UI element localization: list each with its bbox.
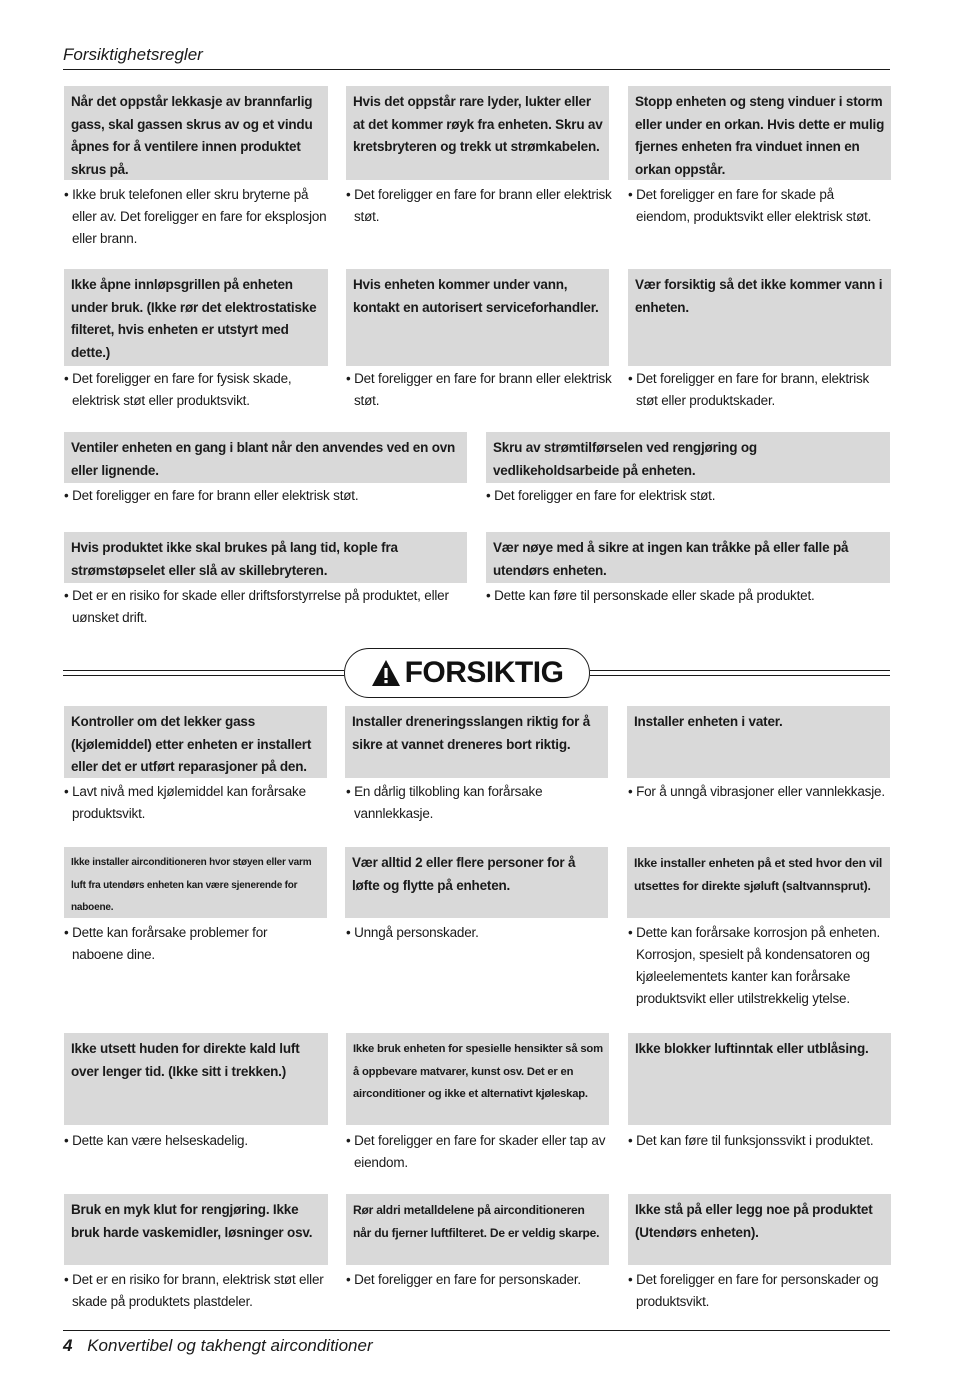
warning-box: Ikke åpne innløpsgrillen på enheten under bruk. (Ikke rør det elektrostatiske filteret, hvis enheten er utstyrt med dette.) bbox=[64, 269, 328, 366]
caution-box: Ikke bruk enheten for spesielle hensikter så som å oppbevare matvarer, kunst osv. Det er en airconditioner og ikke et alternativt kjøleskap. bbox=[346, 1033, 609, 1125]
caution-box: Ikke installer airconditioneren hvor støyen eller varm luft fra utendørs enheten kan være sjenerende for naboene. bbox=[64, 847, 327, 918]
caution-box: Ikke blokker luftinntak eller utblåsing. bbox=[628, 1033, 891, 1125]
warning-box: Stopp enheten og steng vinduer i storm eller under en orkan. Hvis dette er mulig fjernes enheten fra vinduet innen en orkan oppstår. bbox=[628, 86, 891, 180]
caution-banner bbox=[344, 648, 590, 698]
warning-box: Vær nøye med å sikre at ingen kan tråkke på eller falle på utendørs enheten. bbox=[486, 532, 890, 583]
section-title: Forsiktighetsregler bbox=[63, 45, 203, 64]
caution-box: Ikke utsett huden for direkte kald luft over lenger tid. (Ikke sitt i trekken.) bbox=[64, 1033, 328, 1125]
warning-box: Hvis det oppstår rare lyder, lukter eller at det kommer røyk fra enheten. Skru av kretsbryteren og trekk ut strømkabelen. bbox=[346, 86, 609, 180]
warning-box: Hvis produktet ikke skal brukes på lang tid, kople fra strømstøpselet eller slå av skillebryteren. bbox=[64, 532, 467, 583]
caution-note: • Dette kan forårsake problemer for naboene dine. bbox=[64, 922, 322, 966]
warning-box: Hvis enheten kommer under vann, kontakt en autorisert serviceforhandler. bbox=[346, 269, 609, 366]
caution-note: • Unngå personskader. bbox=[346, 922, 608, 944]
warning-note: • Det foreligger en fare for brann, elektrisk støt eller produktskader. bbox=[628, 368, 890, 412]
footer-rule bbox=[63, 1330, 890, 1331]
caution-note: • Det foreligger en fare for personskader. bbox=[346, 1269, 608, 1291]
caution-note: • Lavt nivå med kjølemiddel kan forårsake produktsvikt. bbox=[64, 781, 326, 825]
warning-note: • Det foreligger en fare for elektrisk støt. bbox=[486, 485, 886, 507]
warning-note: • Dette kan føre til personskade eller skade på produktet. bbox=[486, 585, 886, 607]
caution-box: Vær alltid 2 eller flere personer for å løfte og flytte på enheten. bbox=[345, 847, 608, 918]
warning-note: • Det foreligger en fare for skade på eiendom, produktsvikt eller elektrisk støt. bbox=[628, 184, 890, 228]
page-footer bbox=[63, 1336, 373, 1356]
caution-note: • Dette kan forårsake korrosjon på enheten. Korrosjon, spesielt på kondensatoren og kjøleelementets kanter kan forårsake produktsvikt eller utilstrekkelig ytelse. bbox=[628, 922, 890, 1010]
caution-box: Kontroller om det lekker gass (kjølemiddel) etter enheten er installert eller det er utført reparasjoner på den. bbox=[64, 706, 327, 778]
warning-note: • Det foreligger en fare for brann eller elektrisk støt. bbox=[346, 368, 616, 412]
warning-note: • Ikke bruk telefonen eller skru bryterne på eller av. Det foreligger en fare for eksplosjon eller brann. bbox=[64, 184, 334, 250]
caution-box: Installer enheten i vater. bbox=[627, 706, 890, 778]
warning-box: Når det oppstår lekkasje av brannfarlig gass, skal gassen skrus av og et vindu åpnes for å ventilere innen produktet skrus på. bbox=[64, 86, 328, 180]
page-number: 4 bbox=[63, 1336, 73, 1355]
warning-box: Vær forsiktig så det ikke kommer vann i enheten. bbox=[628, 269, 891, 366]
caution-note: • For å unngå vibrasjoner eller vannlekkasje. bbox=[628, 781, 890, 803]
caution-box: Rør aldri metalldelene på airconditioneren når du fjerner luftfilteret. De er veldig skarpe. bbox=[346, 1194, 609, 1265]
warning-note: • Det er en risiko for skade eller driftsforstyrrelse på produktet, eller uønsket drift. bbox=[64, 585, 464, 629]
caution-box: Installer dreneringsslangen riktig for å sikre at vannet dreneres bort riktig. bbox=[345, 706, 608, 778]
caution-note: • Det foreligger en fare for personskader og produktsvikt. bbox=[628, 1269, 890, 1313]
header-rule bbox=[63, 69, 890, 70]
caution-box: Ikke stå på eller legg noe på produktet (Utendørs enheten). bbox=[628, 1194, 891, 1265]
caution-box: Ikke installer enheten på et sted hvor den vil utsettes for direkte sjøluft (saltvannsprut). bbox=[627, 847, 890, 918]
caution-note: • Det foreligger en fare for skader eller tap av eiendom. bbox=[346, 1130, 608, 1174]
banner-rule-right bbox=[590, 670, 890, 676]
warning-box: Ventiler enheten en gang i blant når den anvendes ved en ovn eller lignende. bbox=[64, 432, 467, 483]
caution-box: Bruk en myk klut for rengjøring. Ikke bruk harde vaskemidler, løsninger osv. bbox=[64, 1194, 328, 1265]
warning-triangle-icon bbox=[371, 659, 401, 687]
caution-note: • Dette kan være helseskadelig. bbox=[64, 1130, 326, 1152]
caution-note: • Det kan føre til funksjonssvikt i produktet. bbox=[628, 1130, 890, 1152]
caution-note: • En dårlig tilkobling kan forårsake vannlekkasje. bbox=[346, 781, 596, 825]
warning-box: Skru av strømtilførselen ved rengjøring og vedlikeholdsarbeide på enheten. bbox=[486, 432, 890, 483]
warning-note: • Det foreligger en fare for fysisk skade, elektrisk støt eller produktsvikt. bbox=[64, 368, 326, 412]
warning-note: • Det foreligger en fare for brann eller elektrisk støt. bbox=[346, 184, 616, 228]
caution-banner-label: FORSIKTIG bbox=[404, 656, 564, 689]
caution-note: • Det er en risiko for brann, elektrisk støt eller skade på produktets plastdeler. bbox=[64, 1269, 326, 1313]
document-title: Konvertibel og takhengt airconditioner bbox=[87, 1336, 373, 1355]
banner-rule-left bbox=[63, 670, 344, 676]
warning-note: • Det foreligger en fare for brann eller elektrisk støt. bbox=[64, 485, 464, 507]
